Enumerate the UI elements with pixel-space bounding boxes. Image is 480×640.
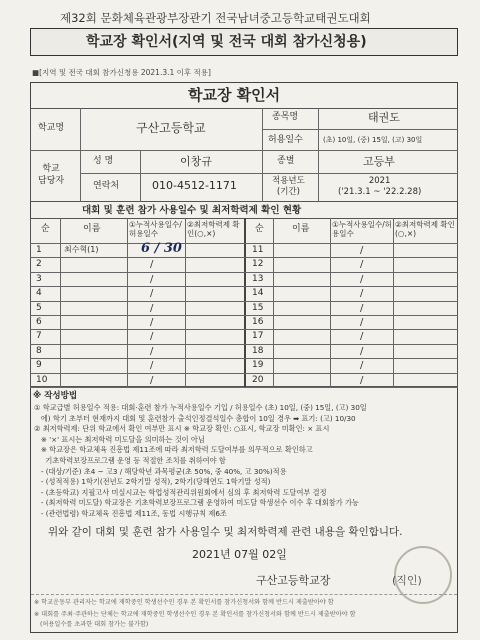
row-days-left: /: [150, 331, 154, 343]
row-number-right: 19: [252, 360, 264, 371]
row-days-left: /: [150, 288, 154, 300]
staff-label: 학교 담당자: [38, 164, 65, 187]
row-number-right: 18: [252, 345, 264, 356]
name-value: 이창규: [180, 155, 212, 168]
method-line: - (대상/기준) 초4 ~ 고3 / 해당학년 과목평균(초 50%, 중 40%, 고 30%)적용: [34, 466, 287, 476]
row-days-right: /: [360, 360, 364, 372]
method-line: ① 학교급별 허용일수 적용: 대회·훈련 참가 누적사용일수 기입 / 허용일수 (초) 10일, (중) 15일, (고) 30일: [34, 403, 367, 412]
contact-label: 연락처: [93, 181, 120, 191]
method-title: ※ 작성방법: [33, 391, 78, 401]
col-header-check-right: ②최저학력제 확인(○,×): [395, 220, 455, 239]
row-days-right: /: [360, 259, 364, 271]
allow-label: 허용일수: [268, 135, 303, 145]
col-header-no-left: 순: [41, 224, 50, 234]
row-number-left: 3: [36, 273, 42, 284]
col-header-days-right: ①누적사용일수/허용일수: [332, 220, 392, 239]
method-line: ※ 학교장은 학교체육 진흥법 제11조에 따라 최저학력 도달여부를 의무적으로 확인하고: [34, 445, 313, 455]
applicability-note: ■[지역 및 전국 대회 참가신청용 2021.3.1 이후 적용]: [32, 68, 211, 77]
row-number-left: 6: [36, 317, 42, 327]
row-days-left: /: [150, 374, 154, 386]
col-header-check-left: ②최저학력제 확인(○,×): [187, 220, 240, 239]
name-label: 성 명: [93, 156, 114, 166]
row-days-left: /: [150, 360, 154, 372]
row-days-left: 6 / 30: [141, 241, 182, 256]
document-main-title: 학교장 확인서(지역 및 전국 대회 참가신청용): [86, 34, 367, 50]
method-line: 에) 학기 초부터 현재까지 대회 및 훈련참가 출석인정결석일수 총합이 10일 경우 ➡ 표기: (고) 10/30: [34, 413, 356, 423]
footnote-1: ※ 학교운동부 관리자는 학교에 재학중인 학생선수인 경우 본 확인서를 참가신청서와 함께 반드시 제출받아야 함: [34, 599, 334, 606]
col-header-days-left: ①누적사용일수/허용일수: [129, 220, 182, 239]
row-days-right: /: [360, 345, 364, 357]
footnote-2: ※ 대회를 주최·주관하는 단체는 학교에 재학중인 학생선수인 경우 본 확인서를 참가신청서와 함께 반드시 제출받아야 함: [34, 611, 356, 618]
principal-name: 구산고등학교장: [256, 574, 331, 587]
method-line: ② 최저학력제: 단위 학교에서 확인 여부만 표시 ※ 학교장 확인: ○표시, 학교장 미확인: × 표시: [34, 424, 330, 434]
row-number-left: 10: [36, 374, 48, 385]
col-header-no-right: 순: [255, 224, 264, 234]
row-number-right: 12: [252, 259, 264, 270]
status-title: 대회 및 훈련 참가 사용일수 및 최저학력제 확인 현황: [82, 205, 302, 216]
row-number-left: 1: [36, 245, 42, 255]
footnote-3: (허용일수를 초과한 대회 참가는 불가함): [40, 621, 149, 628]
row-number-left: 8: [36, 345, 42, 356]
doc-title: 학교장 확인서: [188, 86, 281, 104]
year-value: 2021 ('21.3.1 ~ '22.2.28): [338, 176, 422, 198]
competition-header: 제32회 문화체육관광부장관기 전국남녀중고등학교태권도대회: [60, 11, 371, 25]
allow-value: (초) 10일, (중) 15일, (고) 30일: [323, 136, 423, 144]
row-days-right: /: [360, 245, 364, 256]
row-number-right: 11: [252, 245, 264, 255]
division-label: 종별: [277, 156, 295, 166]
confirm-date: 2021년 07월 02일: [192, 548, 287, 561]
seal-label: (직인): [392, 574, 422, 587]
year-label: 적용년도 (기간): [272, 176, 305, 198]
row-days-right: /: [360, 302, 364, 314]
method-line: - (최저학력 미도달) 학교장은 기초학력보장프로그램 운영하여 미도달 학생선수 이수 후 대회참가 가능: [34, 498, 359, 508]
method-line: ※ '×' 표시는 최저학력 미도달을 의미하는 것이 아님: [34, 434, 205, 444]
contact-value: 010-4512-1171: [152, 179, 237, 192]
row-number-right: 15: [252, 302, 264, 313]
confirm-text: 위와 같이 대회 및 훈련 참가 사용일수 및 최저학력제 관련 내용을 확인합니다.: [48, 526, 403, 538]
row-number-right: 20: [252, 374, 264, 385]
col-header-name-left: 이름: [83, 224, 101, 234]
row-days-right: /: [360, 317, 364, 328]
row-days-left: /: [150, 317, 154, 328]
row-days-left: /: [150, 345, 154, 357]
row-number-right: 17: [252, 331, 264, 342]
row-number-left: 2: [36, 259, 42, 270]
method-line: - (성적적용) 1학기(전년도 2학기말 성적), 2학기(당해연도 1학기말 성적): [34, 477, 271, 487]
school-value: 구산고등학교: [136, 121, 206, 135]
event-value: 태권도: [368, 111, 400, 124]
school-label: 학교명: [38, 123, 65, 133]
row-days-left: /: [150, 273, 154, 285]
event-label: 종목명: [272, 112, 299, 122]
row-days-right: /: [360, 374, 364, 386]
row-days-left: /: [150, 259, 154, 271]
row-number-left: 7: [36, 331, 42, 342]
method-line: 기초학력보장프로그램 운영 등 적절한 조치를 취하여야 함: [34, 456, 226, 465]
row-number-left: 9: [36, 360, 42, 371]
col-header-name-right: 이름: [292, 224, 310, 234]
row-days-right: /: [360, 331, 364, 343]
row-number-right: 16: [252, 317, 264, 327]
row-name-left: 최수혁(1): [64, 245, 99, 254]
row-number-left: 5: [36, 302, 42, 313]
method-line: - (초등학교) 지필고사 미실시교는 학업성적관리위원회에서 심의 후 최저학력 도달여부 결정: [34, 487, 327, 497]
method-line: - (관련법령) 학교체육 진흥법 제11조, 동법 시행규칙 제6조: [34, 509, 227, 518]
division-value: 고등부: [363, 155, 395, 168]
row-days-right: /: [360, 288, 364, 300]
row-number-right: 13: [252, 273, 264, 284]
row-days-left: /: [150, 302, 154, 314]
row-days-right: /: [360, 273, 364, 285]
row-number-left: 4: [36, 288, 42, 299]
row-number-right: 14: [252, 288, 264, 299]
